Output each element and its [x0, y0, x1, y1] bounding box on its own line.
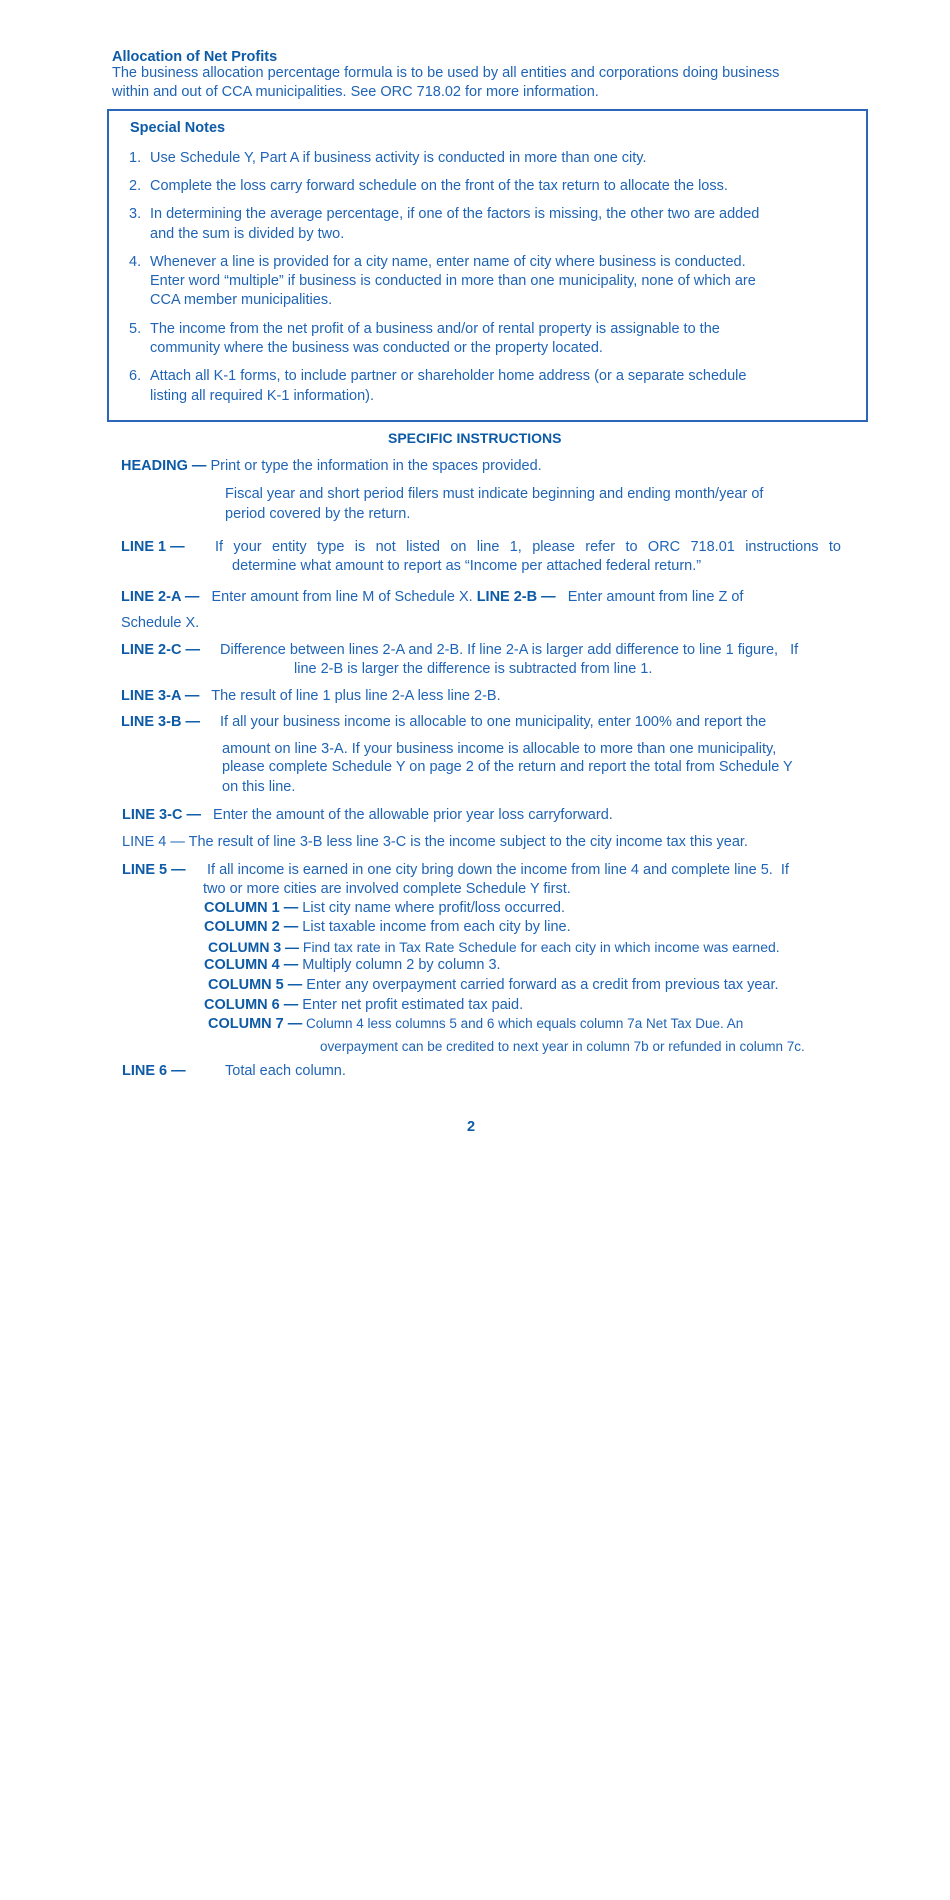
- instruction-text: determine what amount to report as “Income per attached federal return.”: [232, 558, 702, 574]
- note-text: CCA member municipalities.: [150, 292, 333, 308]
- column-instruction: COLUMN 6 — Enter net profit estimated tax paid.: [204, 997, 524, 1013]
- column-instruction: COLUMN 1 — List city name where profit/loss occurred.: [204, 900, 565, 916]
- note-number: 3.: [129, 206, 142, 222]
- note-text: Complete the loss carry forward schedule on the front of the tax return to allocate the loss.: [150, 178, 728, 194]
- instruction-text: overpayment can be credited to next year in column 7b or refunded in column 7c.: [320, 1039, 805, 1054]
- instruction-text: line 2-B is larger the difference is subtracted from line 1.: [294, 661, 653, 677]
- specific-instructions-title: SPECIFIC INSTRUCTIONS: [388, 430, 562, 446]
- column-instruction: COLUMN 7 — Column 4 less columns 5 and 6 which equals column 7a Net Tax Due. An: [208, 1016, 744, 1032]
- note-number: 2.: [129, 178, 142, 194]
- line6-label: LINE 6 —: [122, 1063, 186, 1079]
- column-instruction: COLUMN 2 — List taxable income from each city by line.: [204, 919, 571, 935]
- instruction-text: If all your business income is allocable to one municipality, enter 100% and report the: [220, 714, 767, 730]
- heading-instruction: HEADING — Print or type the information in the spaces provided.: [121, 458, 542, 474]
- instruction-text: Schedule X.: [121, 615, 200, 631]
- line5-label: LINE 5 —: [122, 862, 186, 878]
- note-text: The income from the net profit of a business and/or of rental property is assignable to the: [150, 321, 720, 337]
- note-text: and the sum is divided by two.: [150, 226, 345, 242]
- instruction-text: Total each column.: [225, 1063, 346, 1079]
- column-instruction: COLUMN 4 — Multiply column 2 by column 3.: [204, 957, 501, 973]
- instruction-text: Difference between lines 2-A and 2-B. If line 2-A is larger add difference to line 1 figure, If: [220, 642, 799, 658]
- line3c-instruction: LINE 3-C — Enter the amount of the allowable prior year loss carryforward.: [122, 807, 613, 823]
- instruction-text: Fiscal year and short period filers must indicate beginning and ending month/year of: [225, 486, 764, 502]
- line4-instruction: LINE 4 — The result of line 3-B less line 3-C is the income subject to the city income tax this year.: [122, 834, 748, 850]
- allocation-title: Allocation of Net Profits: [112, 49, 278, 65]
- line1-label: LINE 1 —: [121, 539, 185, 555]
- note-text: Use Schedule Y, Part A if business activity is conducted in more than one city.: [150, 150, 647, 166]
- line2c-label: LINE 2-C —: [121, 642, 200, 658]
- allocation-text: The business allocation percentage formula is to be used by all entities and corporations doing business: [112, 65, 780, 81]
- instruction-text: period covered by the return.: [225, 506, 411, 522]
- note-text: Attach all K-1 forms, to include partner or shareholder home address (or a separate schedule: [150, 368, 747, 384]
- note-text: listing all required K-1 information).: [150, 388, 375, 404]
- instruction-text: amount on line 3-A. If your business income is allocable to more than one municipality,: [222, 741, 777, 757]
- instruction-text: two or more cities are involved complete Schedule Y first.: [203, 881, 571, 897]
- column-instruction: COLUMN 3 — Find tax rate in Tax Rate Schedule for each city in which income was earned.: [208, 939, 780, 955]
- note-number: 6.: [129, 368, 142, 384]
- note-text: Enter word “multiple” if business is conducted in more than one municipality, none of which are: [150, 273, 756, 289]
- instruction-text: on this line.: [222, 779, 296, 795]
- note-text: Whenever a line is provided for a city name, enter name of city where business is conducted.: [150, 254, 746, 270]
- allocation-text: within and out of CCA municipalities. See ORC 718.02 for more information.: [112, 84, 599, 100]
- instruction-text: If all income is earned in one city bring down the income from line 4 and complete line 5. If: [207, 862, 789, 878]
- instruction-text: If your entity type is not listed on line 1, please refer to ORC 718.01 instructions to: [215, 539, 841, 555]
- note-number: 4.: [129, 254, 142, 270]
- instruction-text: please complete Schedule Y on page 2 of the return and report the total from Schedule Y: [222, 759, 793, 775]
- note-text: community where the business was conducted or the property located.: [150, 340, 603, 356]
- line3b-label: LINE 3-B —: [121, 714, 200, 730]
- page-number: 2: [467, 1119, 476, 1135]
- line3a-instruction: LINE 3-A — The result of line 1 plus line 2-A less line 2-B.: [121, 688, 501, 704]
- note-number: 5.: [129, 321, 142, 337]
- special-notes-title: Special Notes: [130, 120, 226, 136]
- column-instruction: COLUMN 5 — Enter any overpayment carried forward as a credit from previous tax year.: [208, 977, 779, 993]
- note-number: 1.: [129, 150, 142, 166]
- line2a-instruction: LINE 2-A — Enter amount from line M of Schedule X. LINE 2-B — Enter amount from line Z of: [121, 589, 744, 605]
- note-text: In determining the average percentage, if one of the factors is missing, the other two are added: [150, 206, 760, 222]
